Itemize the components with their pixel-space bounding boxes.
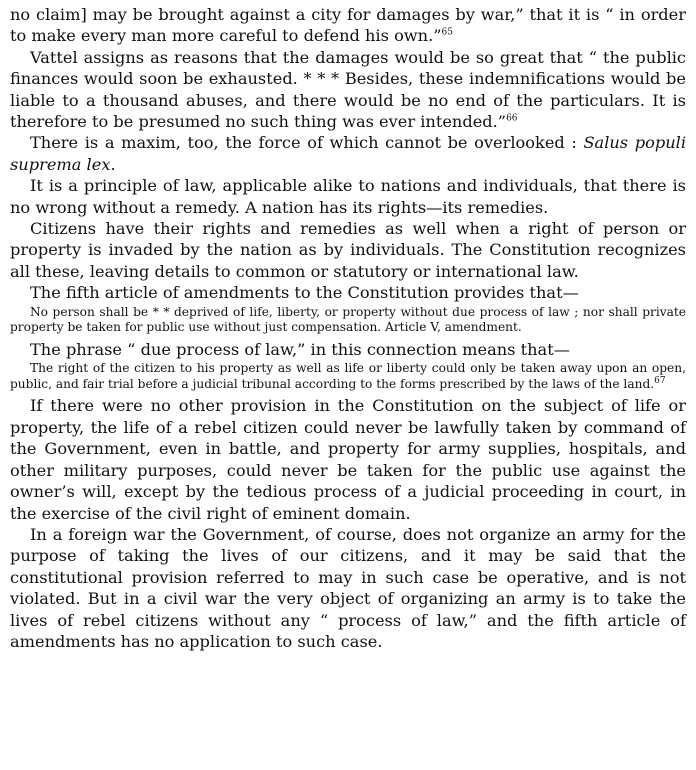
paragraph-4: It is a principle of law, applicable alike to nations and individuals, that there is no wrong without a remedy. A nation has its rights—its remedies. (10, 176, 686, 217)
paragraph-1: no claim] may be brought against a city for damages by war,” that it is “ in order to make every man more careful to defend his own.”$^{65}$ (10, 5, 686, 46)
paragraph-9: In a foreign war the Government, of course, does not organize an army for the purpose of taking the lives of our citizens, and it may be said that the constitutional provision referred to may in such case be operative, and is not violated. But in a civil war the very object of organizing an army is to take the lives of rebel citizens without any “ process of law,” and the fifth article of amendments has no application to such case. (10, 524, 686, 651)
paragraph-2: Vattel assigns as reasons that the damages would be so great that “ the public finances would soon be exhausted. * * * Besides, these indemnifications would be liable to a thousand abuses, and there would be no end of the particulars. It is therefore to be presumed no such thing was ever intended.”$^{66}$ (10, 47, 686, 132)
block-quote-due-process: The right of the citizen to his property as well as life or liberty could only be taken away upon an open, public, and fair trial before a judicial tribunal according to the forms prescribed by the laws of the land.$^{67}$ (10, 361, 686, 391)
paragraph-8: If there were no other provision in the Constitution on the subject of life or property, the life of a rebel citizen could never be lawfully taken by command of the Government, even in battle, and property for army supplies, hospitals, and other military purposes, could never be taken for the public use against the owner’s will, except by the tedious process of a judicial proceeding in court, in the exercise of the civil right of eminent domain. (10, 396, 686, 523)
footnote-ref-67[interactable]: 67 (654, 375, 666, 386)
paragraph-3: There is a maxim, too, the force of which cannot be overlooked : Salus populi suprema lex. (10, 133, 686, 174)
footnote-ref-66[interactable]: 66 (506, 113, 518, 124)
block-quote-amendment: No person shall be * * deprived of life, liberty, or property without due process of law ; nor shall private property be taken for public use without just compensation. Article V, amendment. (10, 304, 686, 335)
paragraph-6: The fifth article of amendments to the Constitution provides that— (30, 283, 579, 303)
latin-maxim: Salus populi suprema lex. (10, 133, 686, 174)
footnote-ref-65[interactable]: 65 (441, 28, 453, 39)
paragraph-7: The phrase “ due process of law,” in this connection means that— (30, 339, 570, 359)
paragraph-5: Citizens have their rights and remedies as well when a right of person or property is invaded by the nation as by individuals. The Constitution recognizes all these, leaving details to common or statutory or international law. (10, 219, 686, 281)
